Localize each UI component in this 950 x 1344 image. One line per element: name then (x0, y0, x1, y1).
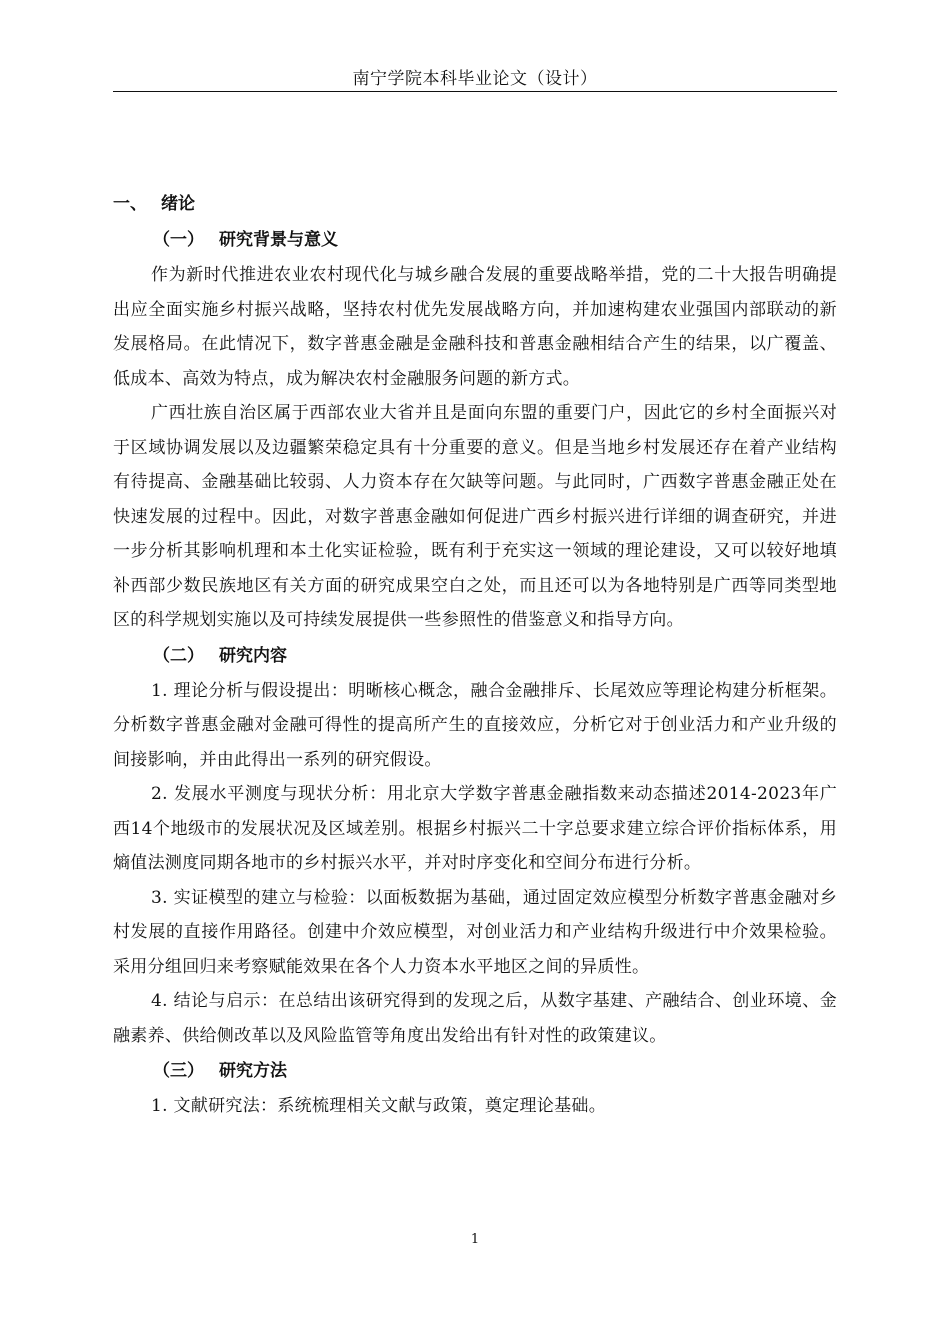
section-number: 一、 (113, 194, 147, 214)
subsection-number: （一） (153, 230, 204, 250)
section-heading (113, 186, 837, 222)
paragraph: 广西壮族自治区属于西部农业大省并且是面向东盟的重要门户，因此它的乡村全面振兴对于区域协调发展以及边疆繁荣稳定具有十分重要的意义。但是当地乡村发展还存在着产业结构有待提高、金融基础比较弱、人力资本存在欠缺等问题。与此同时，广西数字普惠金融正处在快速发展的过程中。因此，对数字普惠金融如何促进广西乡村振兴进行详细的调查研究，并进一步分析其影响机理和本土化实证检验，既有利于充实这一领域的理论建设，又可以较好地填补西部少数民族地区有关方面的研究成果空白之处，而且还可以为各地特别是广西等同类型地区的科学规划实施以及可持续发展提供一些参照性的借鉴意义和指导方向。 (113, 403, 837, 630)
paragraph: 4. 结论与启示：在总结出该研究得到的发现之后，从数字基建、产融结合、创业环境、金融素养、供给侧改革以及风险监管等角度出发给出有针对性的政策建议。 (113, 991, 837, 1046)
paragraph: 3. 实证模型的建立与检验：以面板数据为基础，通过固定效应模型分析数字普惠金融对乡村发展的直接作用路径。创建中介效应模型，对创业活力和产业结构升级进行中介效果检验。采用分组回归来考察赋能效果在各个人力资本水平地区之间的异质性。 (113, 887, 837, 977)
paragraph: 1. 文献研究法：系统梳理相关文献与政策，奠定理论基础。 (151, 1096, 607, 1116)
document-body (113, 186, 837, 1124)
subsection-number: （二） (153, 645, 204, 666)
page-header: 南宁学院本科毕业论文（设计） (352, 69, 598, 89)
section-title: 绪论 (161, 194, 195, 214)
paragraph: 2. 发展水平测度与现状分析：用北京大学数字普惠金融指数来动态描述2014-2023年广西14个地级市的发展状况及区域差别。根据乡村振兴二十字总要求建立综合评价指标体系，用熵值法测度同期各地市的乡村振兴水平，并对时序变化和空间分布进行分析。 (113, 784, 837, 873)
paragraph: 1. 理论分析与假设提出：明晰核心概念，融合金融排斥、长尾效应等理论构建分析框架。分析数字普惠金融对金融可得性的提高所产生的直接效应，分析它对于创业活力和产业升级的间接影响，并由此得出一系列的研究假设。 (113, 680, 837, 770)
page-number: 1 (470, 1232, 480, 1247)
subsection-title: 研究背景与意义 (219, 230, 338, 250)
subsection-heading-content (113, 638, 837, 674)
subsection-heading-methods (113, 1053, 837, 1089)
subsection-number: （三） (153, 1061, 204, 1081)
subsection-heading-background (113, 222, 837, 258)
header-rule (113, 91, 837, 92)
subsection-title: 研究方法 (219, 1061, 287, 1081)
paragraph: 作为新时代推进农业农村现代化与城乡融合发展的重要战略举措，党的二十大报告明确提出应全面实施乡村振兴战略，坚持农村优先发展战略方向，并加速构建农业强国内部联动的新发展格局。在此情况下，数字普惠金融是金融科技和普惠金融相结合产生的结果，以广覆盖、低成本、高效为特点，成为解决农村金融服务问题的新方式。 (113, 265, 837, 389)
subsection-title: 研究内容 (219, 645, 287, 666)
